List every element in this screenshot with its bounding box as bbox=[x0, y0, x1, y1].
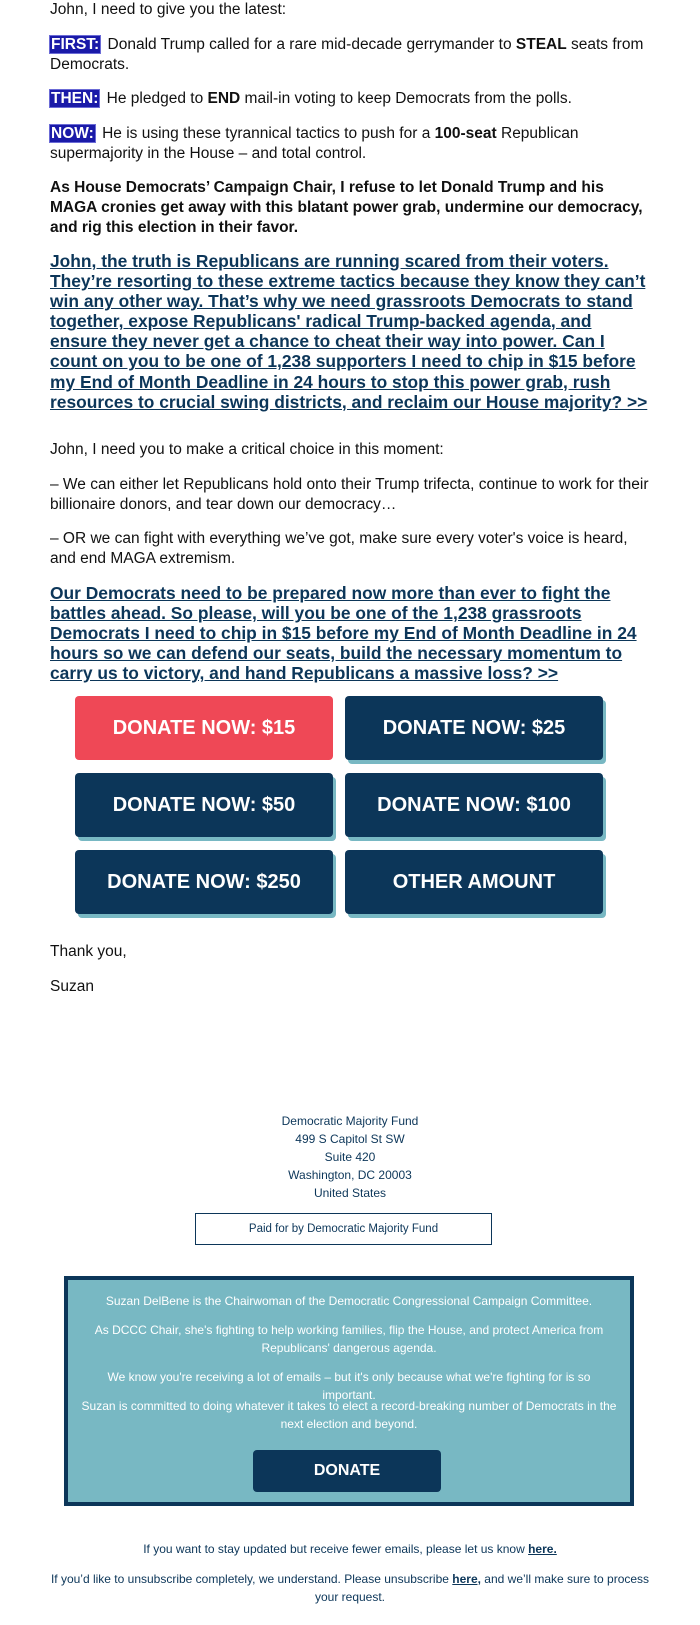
mailing-address bbox=[0, 1112, 700, 1202]
now-emphasis: 100-seat bbox=[434, 125, 497, 142]
dccc-info-box bbox=[64, 1276, 634, 1506]
paid-for-disclaimer: Paid for by Democratic Majority Fund bbox=[195, 1213, 492, 1245]
donate-15-button[interactable]: DONATE NOW: $15 bbox=[75, 696, 333, 760]
then-text-b: mail-in voting to keep Democrats from the polls. bbox=[240, 90, 572, 107]
first-tag: FIRST: bbox=[51, 36, 100, 53]
critical-choice-text: John, I need you to make a critical choice in this moment: bbox=[50, 441, 444, 458]
now-tag: NOW: bbox=[51, 125, 94, 142]
info-donate-button[interactable]: DONATE bbox=[253, 1450, 441, 1492]
info-line-2: As DCCC Chair, she's fighting to help working families, flip the House, and protect America from Republicans' dangerous agenda. bbox=[94, 1323, 604, 1355]
then-emphasis: END bbox=[207, 90, 241, 107]
first-text-b: seats from Democrats. bbox=[50, 36, 644, 73]
unsubscribe-label-b: and we’ll make sure to process your request. bbox=[314, 1572, 650, 1604]
address-city: Washington, DC 20003 bbox=[288, 1168, 412, 1182]
closing-text: Thank you, bbox=[50, 943, 127, 960]
then-tag: THEN: bbox=[51, 90, 99, 107]
first-paragraph bbox=[50, 35, 650, 75]
fewer-emails-label: If you want to stay updated but receive fewer emails, please let us know bbox=[143, 1542, 529, 1556]
chair-statement: As House Democrats’ Campaign Chair, I refuse to let Donald Trump and his MAGA cronies get away with this blatant power grab, undermine our democracy, and rig this election in their favor. bbox=[50, 179, 643, 236]
then-text-a: He pledged to bbox=[102, 90, 208, 107]
signature-text: Suzan bbox=[50, 978, 94, 995]
option-two-text: – OR we can fight with everything we’ve got, make sure every voter's voice is heard, and end MAGA extremism. bbox=[50, 530, 628, 567]
donate-link-paragraph-1[interactable]: John, the truth is Republicans are running scared from their voters. They’re resorting to these extreme tactics because they know they can’t win any other way. That’s why we need grassroots Democrats to stand together, expose Republicans' radical Trump-backed agenda, and ensure they never get a chance to cheat their way into power. Can I count on you to be one of 1,238 supporters I need to chip in $15 before my End of Month Deadline in 24 hours to stop this power grab, rush resources to crucial swing districts, and reclaim our House majority? >> bbox=[50, 251, 648, 412]
then-paragraph bbox=[50, 89, 650, 109]
address-org: Democratic Majority Fund bbox=[281, 1114, 419, 1128]
unsubscribe-text bbox=[40, 1570, 660, 1606]
fewer-emails-link[interactable]: here. bbox=[528, 1542, 557, 1556]
now-text-a: He is using these tyrannical tactics to push for a bbox=[97, 125, 435, 142]
donate-link-paragraph-2[interactable]: Our Democrats need to be prepared now more than ever to fight the battles ahead. So please, will you be one of the 1,238 grassroots Democrats I need to chip in $15 before my End of Month Deadline in 24 hours so we can defend our seats, build the necessary momentum to carry us to victory, and hand Republicans a massive loss? >> bbox=[50, 583, 637, 684]
info-line-1: Suzan DelBene is the Chairwoman of the Democratic Congressional Campaign Committee. bbox=[105, 1294, 593, 1308]
donate-25-button[interactable]: DONATE NOW: $25 bbox=[345, 696, 603, 760]
now-paragraph bbox=[50, 124, 650, 164]
address-street: 499 S Capitol St SW bbox=[295, 1132, 405, 1146]
fewer-emails-text bbox=[40, 1540, 660, 1558]
first-emphasis: STEAL bbox=[515, 36, 567, 53]
intro-text: John, I need to give you the latest: bbox=[50, 1, 287, 18]
first-text-a: Donald Trump called for a rare mid-decade gerrymander to bbox=[103, 36, 516, 53]
address-country: United States bbox=[313, 1186, 387, 1200]
donate-50-button[interactable]: DONATE NOW: $50 bbox=[75, 773, 333, 837]
unsubscribe-label-a: If you’d like to unsubscribe completely, we understand. Please unsubscribe bbox=[50, 1572, 453, 1586]
now-text-b: Republican supermajority in the House – and total control. bbox=[50, 125, 579, 162]
donate-100-button[interactable]: DONATE NOW: $100 bbox=[345, 773, 603, 837]
address-suite: Suite 420 bbox=[324, 1150, 376, 1164]
info-line-3: We know you're receiving a lot of emails – but it's only because what we're fighting for is so important. bbox=[107, 1370, 591, 1402]
option-one-text: – We can either let Republicans hold onto their Trump trifecta, continue to work for their billionaire donors, and tear down our democracy… bbox=[50, 476, 649, 513]
other-amount-button[interactable]: OTHER AMOUNT bbox=[345, 850, 603, 914]
unsubscribe-link[interactable]: here, bbox=[452, 1572, 481, 1586]
donate-250-button[interactable]: DONATE NOW: $250 bbox=[75, 850, 333, 914]
info-line-4: Suzan is committed to doing whatever it takes to elect a record-breaking number of Democrats in the next election and beyond. bbox=[81, 1399, 617, 1431]
